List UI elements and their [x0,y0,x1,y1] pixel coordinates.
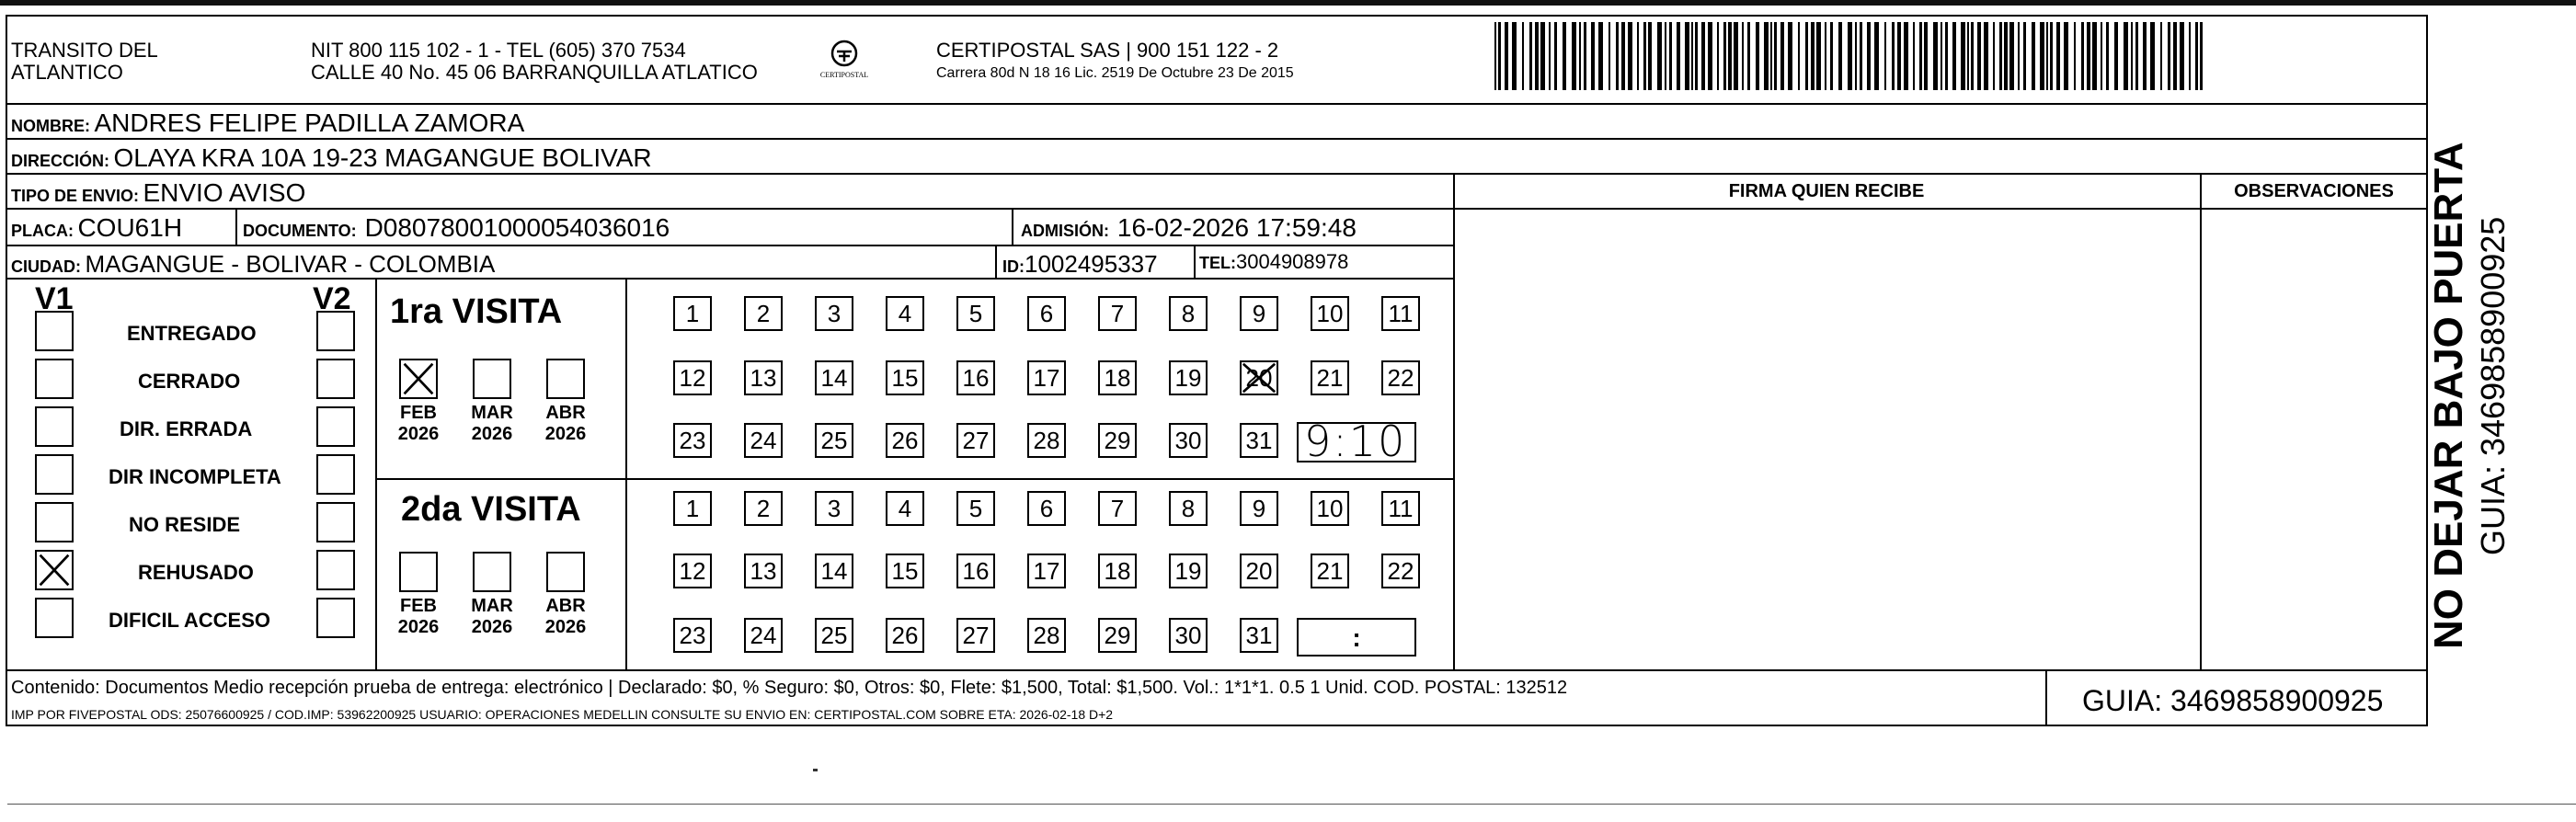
logo-text: CERTIPOSTAL [819,71,869,79]
day-box-26[interactable]: 26 [886,618,924,653]
v2-checkbox[interactable] [316,406,355,447]
v2-label: V2 [313,281,351,316]
divider [2045,669,2047,726]
guia-box: GUIA: 3469858900925 [2082,684,2384,717]
day-box-30[interactable]: 30 [1169,423,1208,458]
bottom-rule [7,804,2576,805]
day-box-19[interactable]: 19 [1169,360,1208,395]
day-box-3[interactable]: 3 [815,491,853,526]
admission-label: ADMISIÓN: [1021,222,1109,240]
day-box-23[interactable]: 23 [673,618,712,653]
document-value: D08078001000054036016 [364,213,670,242]
month-checkbox-feb[interactable] [399,552,438,592]
v1-checkbox[interactable] [35,598,74,638]
day-box-31[interactable]: 31 [1240,423,1278,458]
day-box-28[interactable]: 28 [1027,423,1066,458]
status-label: DIR INCOMPLETA [109,465,281,488]
license-line: Carrera 80d N 18 16 Lic. 2519 De Octubre 23 De 2015 [936,65,1294,81]
day-box-12[interactable]: 12 [673,360,712,395]
day-box-31[interactable]: 31 [1240,618,1278,653]
signature-area[interactable] [1457,211,2196,666]
second-visit-title: 2da VISITA [401,490,581,529]
top-band [0,0,2576,6]
divider [995,245,997,278]
v2-checkbox[interactable] [316,502,355,542]
day-box-25[interactable]: 25 [815,423,853,458]
v1-checkbox[interactable] [35,311,74,351]
month-label: MAR 2026 [471,596,513,637]
second-visit-time-box[interactable] [1297,618,1416,656]
day-box-5[interactable]: 5 [956,296,995,331]
divider [2200,173,2202,669]
v2-checkbox[interactable] [316,598,355,638]
day-box-1[interactable]: 1 [673,296,712,331]
v2-checkbox[interactable] [316,311,355,351]
day-box-8[interactable]: 8 [1169,491,1208,526]
day-box-27[interactable]: 27 [956,618,995,653]
plate-value: COU61H [77,213,183,242]
day-box-26[interactable]: 26 [886,423,924,458]
month-checkbox-abr[interactable] [546,359,585,399]
day-box-17[interactable]: 17 [1027,360,1066,395]
month-label: ABR 2026 [544,596,587,637]
first-visit-time-box[interactable] [1297,417,1416,466]
divider [7,173,2426,175]
stray-mark [813,769,818,771]
day-box-8[interactable]: 8 [1169,296,1208,331]
day-box-23[interactable]: 23 [673,423,712,458]
status-label: CERRADO [138,370,241,393]
send-type-label: TIPO DE ENVIO: [11,187,140,205]
day-box-11[interactable]: 11 [1381,296,1420,331]
day-box-25[interactable]: 25 [815,618,853,653]
day-box-21[interactable]: 21 [1311,360,1349,395]
imp-line: IMP POR FIVEPOSTAL ODS: 25076600925 / COD.IMP: 53962200925 USUARIO: OPERACIONES MEDELLIN CONSULTE SU ENVIO EN: CERTIPOSTAL.COM SOBRE ETA: 2026-02-18 D+2 [11,707,1114,722]
v2-checkbox[interactable] [316,550,355,590]
day-box-19[interactable]: 19 [1169,554,1208,588]
day-box-7[interactable]: 7 [1098,491,1137,526]
admission-value: 16-02-2026 17:59:48 [1116,213,1357,242]
day-box-15[interactable]: 15 [886,360,924,395]
signature-header: FIRMA QUIEN RECIBE [1728,181,1925,201]
divider [7,138,2426,140]
status-label: REHUSADO [138,561,254,584]
day-box-10[interactable]: 10 [1311,491,1349,526]
divider [7,669,2426,671]
name-value: ANDRES FELIPE PADILLA ZAMORA [94,108,525,137]
v1-checkbox[interactable] [35,454,74,495]
divider [375,278,377,669]
id-label: ID: [1002,257,1025,276]
no-dejar-warning: NO DEJAR BAJO PUERTA [2426,142,2471,649]
day-box-4[interactable]: 4 [886,491,924,526]
day-box-29[interactable]: 29 [1098,618,1137,653]
v2-checkbox[interactable] [316,454,355,495]
v2-checkbox[interactable] [316,359,355,399]
second-visit-time: : [1352,623,1361,652]
month-label: ABR 2026 [544,403,587,444]
address-line: CALLE 40 No. 45 06 BARRANQUILLA ATLATICO [311,61,758,84]
day-box-21[interactable]: 21 [1311,554,1349,588]
nit-line: NIT 800 115 102 - 1 - TEL (605) 370 7534 [311,39,686,62]
day-box-30[interactable]: 30 [1169,618,1208,653]
day-box-18[interactable]: 18 [1098,554,1137,588]
city-label: CIUDAD: [11,257,81,276]
v1-checkbox[interactable] [35,359,74,399]
divider [7,278,1453,280]
divider [1453,208,2426,210]
day-box-16[interactable]: 16 [956,360,995,395]
observations-area[interactable] [2204,211,2422,666]
day-box-24[interactable]: 24 [744,618,783,653]
day-box-17[interactable]: 17 [1027,554,1066,588]
day-box-3[interactable]: 3 [815,296,853,331]
day-box-22[interactable]: 22 [1381,360,1420,395]
month-checkbox-feb[interactable] [399,359,438,399]
day-box-9[interactable]: 9 [1240,296,1278,331]
id-value: 1002495337 [1025,250,1158,278]
divider [1453,173,1455,669]
content-line: Contenido: Documentos Medio recepción prueba de entrega: electrónico | Declarado: $0, % Seguro: $0, Otros: $0, Flete: $1,500, Total: $1,500. Vol.: 1*1*1. 0.5 1 Unid. COD. POSTAL: 132512 [11,678,1568,698]
name-label: NOMBRE: [11,117,90,135]
status-label: DIFICIL ACCESO [109,609,271,632]
day-box-24[interactable]: 24 [744,423,783,458]
v1-checkbox[interactable] [35,550,74,590]
day-box-13[interactable]: 13 [744,554,783,588]
day-box-7[interactable]: 7 [1098,296,1137,331]
divider [235,208,237,245]
document-label: DOCUMENTO: [243,222,357,240]
day-box-15[interactable]: 15 [886,554,924,588]
status-label: NO RESIDE [129,513,241,536]
day-box-20[interactable]: 20 [1240,554,1278,588]
day-box-6[interactable]: 6 [1027,491,1066,526]
send-type-value: ENVIO AVISO [143,178,306,207]
day-box-14[interactable]: 14 [815,554,853,588]
month-label: FEB 2026 [397,596,440,637]
day-box-27[interactable]: 27 [956,423,995,458]
day-box-14[interactable]: 14 [815,360,853,395]
barcode-image [1494,22,2203,90]
day-box-1[interactable]: 1 [673,491,712,526]
month-label: MAR 2026 [471,403,513,444]
v1-checkbox[interactable] [35,406,74,447]
day-box-29[interactable]: 29 [1098,423,1137,458]
day-box-2[interactable]: 2 [744,491,783,526]
address-label: DIRECCIÓN: [11,152,109,170]
tel-label: TEL: [1199,254,1236,272]
day-box-10[interactable]: 10 [1311,296,1349,331]
day-box-6[interactable]: 6 [1027,296,1066,331]
month-checkbox-mar[interactable] [473,552,511,592]
month-label: FEB 2026 [397,403,440,444]
side-guia: GUIA: 3469858900925 [2474,216,2512,555]
city-value: MAGANGUE - BOLIVAR - COLOMBIA [85,250,496,278]
carrier-line: CERTIPOSTAL SAS | 900 151 122 - 2 [936,39,1279,62]
day-box-13[interactable]: 13 [744,360,783,395]
divider [7,103,2426,105]
status-label: DIR. ERRADA [120,417,253,440]
day-box-28[interactable]: 28 [1027,618,1066,653]
day-box-4[interactable]: 4 [886,296,924,331]
divider [7,208,1453,210]
day-box-9[interactable]: 9 [1240,491,1278,526]
month-checkbox-abr[interactable] [546,552,585,592]
day-box-11[interactable]: 11 [1381,491,1420,526]
month-checkbox-mar[interactable] [473,359,511,399]
address-value: OLAYA KRA 10A 19-23 MAGANGUE BOLIVAR [113,143,652,172]
first-visit-time: 9:10 [1304,417,1407,466]
divider [1194,245,1196,278]
plate-label: PLACA: [11,222,74,240]
first-visit-title: 1ra VISITA [390,292,563,331]
day-box-16[interactable]: 16 [956,554,995,588]
divider [625,278,627,669]
divider [375,478,1453,480]
day-box-22[interactable]: 22 [1381,554,1420,588]
tel-value: 3004908978 [1236,250,1349,273]
day-box-20[interactable]: 20 [1240,360,1278,395]
day-box-18[interactable]: 18 [1098,360,1137,395]
day-box-12[interactable]: 12 [673,554,712,588]
v1-checkbox[interactable] [35,502,74,542]
observations-header: OBSERVACIONES [2234,181,2394,201]
certipostal-logo [817,37,872,88]
company-name-line1: TRANSITO DEL [11,39,158,62]
day-box-5[interactable]: 5 [956,491,995,526]
day-box-2[interactable]: 2 [744,296,783,331]
status-label: ENTREGADO [127,322,257,345]
v1-label: V1 [35,281,74,316]
divider [7,245,1453,246]
company-name-line2: ATLANTICO [11,61,123,84]
divider [1012,208,1013,245]
